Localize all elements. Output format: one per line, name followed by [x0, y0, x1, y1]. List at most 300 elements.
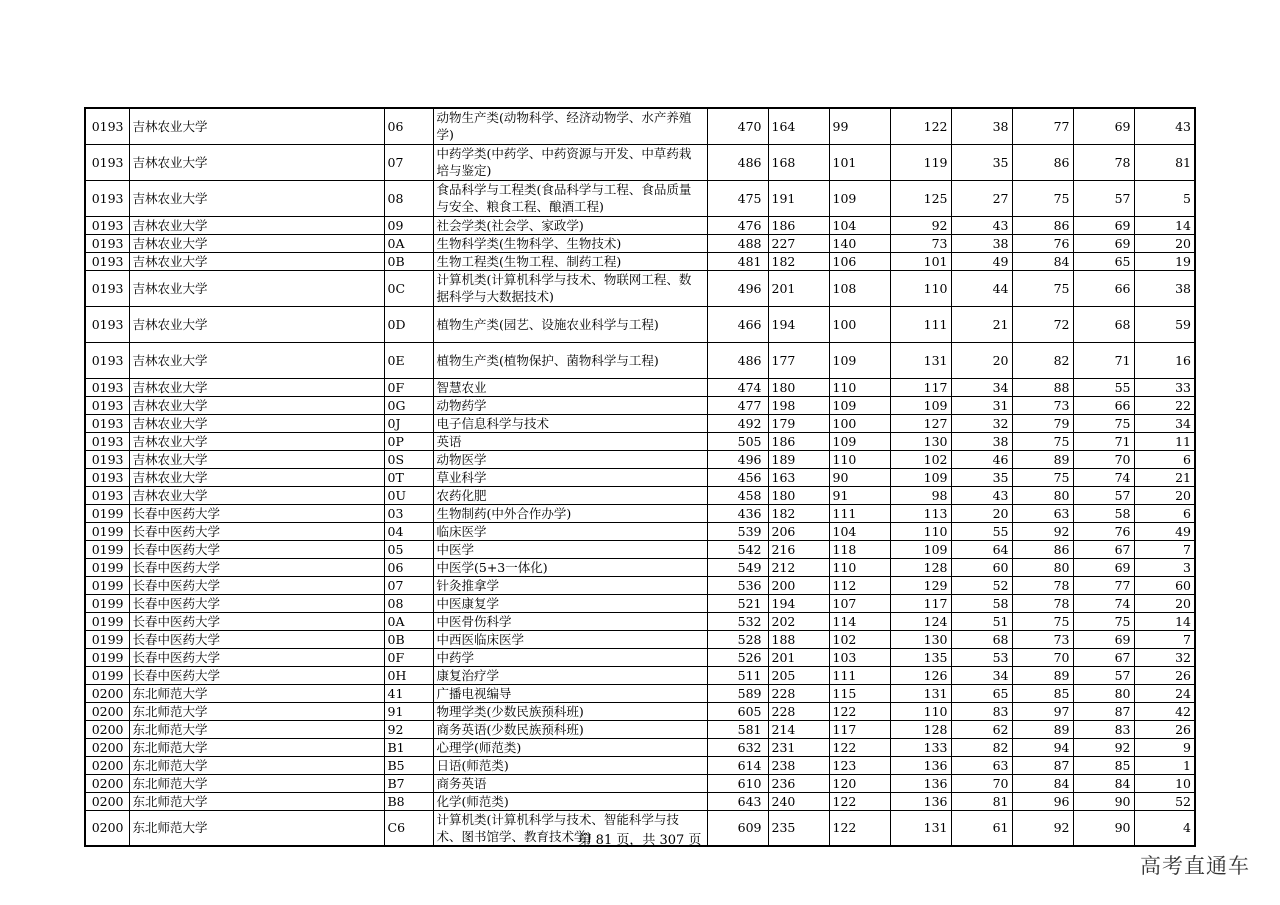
score-col-8-cell: 9	[1134, 738, 1195, 756]
total-score-cell: 496	[707, 270, 768, 306]
score-col-4-cell: 136	[890, 774, 951, 792]
score-col-7-cell: 78	[1073, 144, 1134, 180]
major-name-cell: 动物药学	[433, 396, 707, 414]
page-number: 第 81 页，共 307 页	[578, 833, 702, 848]
total-score-cell: 542	[707, 540, 768, 558]
major-name-cell: 英语	[433, 432, 707, 450]
university-code-cell: 0193	[85, 378, 129, 396]
table-row	[85, 684, 1195, 702]
score-col-3-cell: 118	[829, 540, 890, 558]
university-name-cell: 吉林农业大学	[129, 432, 384, 450]
total-score-cell: 539	[707, 522, 768, 540]
table-row	[85, 108, 1195, 144]
total-score-cell: 488	[707, 234, 768, 252]
total-score-cell: 505	[707, 432, 768, 450]
score-col-8-cell: 42	[1134, 702, 1195, 720]
university-code-cell: 0199	[85, 594, 129, 612]
score-col-7-cell: 66	[1073, 396, 1134, 414]
major-code-cell: 0D	[384, 306, 433, 342]
score-col-6-cell: 89	[1012, 666, 1073, 684]
score-col-5-cell: 32	[951, 414, 1012, 432]
score-table-body	[85, 108, 1195, 846]
score-col-4-cell: 109	[890, 396, 951, 414]
score-col-3-cell: 106	[829, 252, 890, 270]
score-col-2-cell: 164	[768, 108, 829, 144]
score-col-2-cell: 212	[768, 558, 829, 576]
table-row	[85, 558, 1195, 576]
score-col-5-cell: 20	[951, 504, 1012, 522]
major-name-cell: 临床医学	[433, 522, 707, 540]
score-col-4-cell: 125	[890, 180, 951, 216]
score-col-6-cell: 84	[1012, 252, 1073, 270]
university-name-cell: 吉林农业大学	[129, 342, 384, 378]
total-score-cell: 474	[707, 378, 768, 396]
university-code-cell: 0193	[85, 342, 129, 378]
total-score-cell: 532	[707, 612, 768, 630]
score-col-7-cell: 55	[1073, 378, 1134, 396]
university-code-cell: 0193	[85, 450, 129, 468]
major-code-cell: 0C	[384, 270, 433, 306]
total-score-cell: 486	[707, 144, 768, 180]
score-col-2-cell: 194	[768, 594, 829, 612]
university-name-cell: 东北师范大学	[129, 720, 384, 738]
score-col-4-cell: 110	[890, 522, 951, 540]
major-code-cell: 09	[384, 216, 433, 234]
total-score-cell: 521	[707, 594, 768, 612]
university-code-cell: 0193	[85, 234, 129, 252]
major-code-cell: 0T	[384, 468, 433, 486]
major-code-cell: 0F	[384, 378, 433, 396]
major-name-cell: 生物制药(中外合作办学)	[433, 504, 707, 522]
table-row	[85, 378, 1195, 396]
score-col-6-cell: 63	[1012, 504, 1073, 522]
major-name-cell: 中医学	[433, 540, 707, 558]
university-name-cell: 吉林农业大学	[129, 414, 384, 432]
table-row	[85, 540, 1195, 558]
table-row	[85, 576, 1195, 594]
score-col-2-cell: 182	[768, 252, 829, 270]
score-col-4-cell: 135	[890, 648, 951, 666]
table-row	[85, 756, 1195, 774]
score-col-6-cell: 92	[1012, 522, 1073, 540]
score-col-4-cell: 130	[890, 432, 951, 450]
total-score-cell: 536	[707, 576, 768, 594]
university-code-cell: 0193	[85, 180, 129, 216]
major-code-cell: 06	[384, 108, 433, 144]
total-score-cell: 481	[707, 252, 768, 270]
score-col-8-cell: 7	[1134, 630, 1195, 648]
score-col-7-cell: 67	[1073, 648, 1134, 666]
major-code-cell: 07	[384, 576, 433, 594]
score-col-7-cell: 80	[1073, 684, 1134, 702]
score-col-3-cell: 115	[829, 684, 890, 702]
major-code-cell: 92	[384, 720, 433, 738]
total-score-cell: 458	[707, 486, 768, 504]
university-code-cell: 0193	[85, 414, 129, 432]
university-code-cell: 0193	[85, 468, 129, 486]
score-col-7-cell: 77	[1073, 576, 1134, 594]
score-col-7-cell: 69	[1073, 234, 1134, 252]
score-col-8-cell: 24	[1134, 684, 1195, 702]
university-name-cell: 吉林农业大学	[129, 252, 384, 270]
score-col-8-cell: 1	[1134, 756, 1195, 774]
university-name-cell: 吉林农业大学	[129, 108, 384, 144]
score-col-5-cell: 53	[951, 648, 1012, 666]
major-code-cell: B7	[384, 774, 433, 792]
score-col-5-cell: 62	[951, 720, 1012, 738]
score-col-7-cell: 58	[1073, 504, 1134, 522]
score-col-3-cell: 123	[829, 756, 890, 774]
score-col-3-cell: 140	[829, 234, 890, 252]
university-name-cell: 长春中医药大学	[129, 630, 384, 648]
score-col-6-cell: 75	[1012, 432, 1073, 450]
table-row	[85, 720, 1195, 738]
university-name-cell: 吉林农业大学	[129, 216, 384, 234]
table-row	[85, 522, 1195, 540]
table-row	[85, 612, 1195, 630]
score-col-6-cell: 77	[1012, 108, 1073, 144]
score-col-8-cell: 32	[1134, 648, 1195, 666]
university-name-cell: 东北师范大学	[129, 738, 384, 756]
score-col-6-cell: 88	[1012, 378, 1073, 396]
score-col-7-cell: 71	[1073, 432, 1134, 450]
major-name-cell: 智慧农业	[433, 378, 707, 396]
major-code-cell: 07	[384, 144, 433, 180]
score-col-2-cell: 228	[768, 702, 829, 720]
score-col-4-cell: 131	[890, 684, 951, 702]
total-score-cell: 476	[707, 216, 768, 234]
score-col-2-cell: 227	[768, 234, 829, 252]
score-col-5-cell: 20	[951, 342, 1012, 378]
score-col-8-cell: 26	[1134, 720, 1195, 738]
score-col-7-cell: 84	[1073, 774, 1134, 792]
score-col-2-cell: 191	[768, 180, 829, 216]
score-col-6-cell: 89	[1012, 450, 1073, 468]
score-col-3-cell: 100	[829, 414, 890, 432]
score-col-7-cell: 74	[1073, 468, 1134, 486]
score-col-6-cell: 85	[1012, 684, 1073, 702]
major-code-cell: B1	[384, 738, 433, 756]
score-col-6-cell: 78	[1012, 594, 1073, 612]
major-name-cell: 生物工程类(生物工程、制药工程)	[433, 252, 707, 270]
major-code-cell: B5	[384, 756, 433, 774]
score-col-3-cell: 110	[829, 378, 890, 396]
table-row	[85, 396, 1195, 414]
score-col-2-cell: 238	[768, 756, 829, 774]
university-name-cell: 吉林农业大学	[129, 144, 384, 180]
university-name-cell: 长春中医药大学	[129, 558, 384, 576]
score-col-2-cell: 240	[768, 792, 829, 810]
major-code-cell: 0G	[384, 396, 433, 414]
major-code-cell: 0B	[384, 252, 433, 270]
university-name-cell: 吉林农业大学	[129, 270, 384, 306]
university-code-cell: 0193	[85, 306, 129, 342]
score-col-8-cell: 6	[1134, 450, 1195, 468]
major-name-cell: 农药化肥	[433, 486, 707, 504]
score-col-5-cell: 46	[951, 450, 1012, 468]
score-col-6-cell: 79	[1012, 414, 1073, 432]
score-col-6-cell: 76	[1012, 234, 1073, 252]
total-score-cell: 549	[707, 558, 768, 576]
score-col-8-cell: 20	[1134, 486, 1195, 504]
major-code-cell: 08	[384, 594, 433, 612]
major-code-cell: 0B	[384, 630, 433, 648]
university-name-cell: 长春中医药大学	[129, 576, 384, 594]
score-col-7-cell: 83	[1073, 720, 1134, 738]
university-name-cell: 长春中医药大学	[129, 666, 384, 684]
total-score-cell: 581	[707, 720, 768, 738]
table-row	[85, 738, 1195, 756]
score-col-8-cell: 14	[1134, 216, 1195, 234]
score-col-2-cell: 186	[768, 216, 829, 234]
score-col-5-cell: 43	[951, 486, 1012, 504]
total-score-cell: 477	[707, 396, 768, 414]
score-col-4-cell: 133	[890, 738, 951, 756]
total-score-cell: 610	[707, 774, 768, 792]
score-col-7-cell: 92	[1073, 738, 1134, 756]
table-row	[85, 666, 1195, 684]
score-col-5-cell: 60	[951, 558, 1012, 576]
score-col-3-cell: 109	[829, 396, 890, 414]
table-row	[85, 216, 1195, 234]
score-col-8-cell: 11	[1134, 432, 1195, 450]
score-col-6-cell: 75	[1012, 180, 1073, 216]
university-name-cell: 东北师范大学	[129, 702, 384, 720]
score-col-4-cell: 128	[890, 720, 951, 738]
university-name-cell: 东北师范大学	[129, 792, 384, 810]
score-col-4-cell: 111	[890, 306, 951, 342]
major-code-cell: C6	[384, 810, 433, 846]
score-col-7-cell: 68	[1073, 306, 1134, 342]
score-col-8-cell: 59	[1134, 306, 1195, 342]
score-col-5-cell: 64	[951, 540, 1012, 558]
total-score-cell: 528	[707, 630, 768, 648]
university-code-cell: 0199	[85, 558, 129, 576]
score-col-4-cell: 110	[890, 702, 951, 720]
table-row	[85, 252, 1195, 270]
table-row	[85, 270, 1195, 306]
table-row	[85, 468, 1195, 486]
major-name-cell: 商务英语(少数民族预科班)	[433, 720, 707, 738]
score-col-3-cell: 122	[829, 792, 890, 810]
major-code-cell: 0J	[384, 414, 433, 432]
major-code-cell: 0E	[384, 342, 433, 378]
score-col-6-cell: 73	[1012, 630, 1073, 648]
score-col-3-cell: 110	[829, 450, 890, 468]
table-row	[85, 792, 1195, 810]
score-col-6-cell: 80	[1012, 558, 1073, 576]
score-col-3-cell: 110	[829, 558, 890, 576]
score-col-3-cell: 104	[829, 216, 890, 234]
score-col-4-cell: 109	[890, 540, 951, 558]
score-col-4-cell: 101	[890, 252, 951, 270]
university-name-cell: 长春中医药大学	[129, 540, 384, 558]
total-score-cell: 492	[707, 414, 768, 432]
major-name-cell: 社会学类(社会学、家政学)	[433, 216, 707, 234]
major-name-cell: 生物科学类(生物科学、生物技术)	[433, 234, 707, 252]
major-name-cell: 康复治疗学	[433, 666, 707, 684]
university-name-cell: 吉林农业大学	[129, 468, 384, 486]
score-col-4-cell: 92	[890, 216, 951, 234]
university-code-cell: 0199	[85, 504, 129, 522]
major-name-cell: 商务英语	[433, 774, 707, 792]
score-col-3-cell: 91	[829, 486, 890, 504]
major-name-cell: 化学(师范类)	[433, 792, 707, 810]
major-code-cell: 0S	[384, 450, 433, 468]
score-col-4-cell: 119	[890, 144, 951, 180]
score-col-6-cell: 86	[1012, 216, 1073, 234]
score-col-6-cell: 72	[1012, 306, 1073, 342]
major-code-cell: 0H	[384, 666, 433, 684]
score-col-6-cell: 70	[1012, 648, 1073, 666]
score-col-6-cell: 75	[1012, 270, 1073, 306]
table-row	[85, 648, 1195, 666]
score-col-8-cell: 10	[1134, 774, 1195, 792]
score-col-7-cell: 67	[1073, 540, 1134, 558]
score-col-8-cell: 33	[1134, 378, 1195, 396]
score-col-5-cell: 38	[951, 234, 1012, 252]
score-col-2-cell: 235	[768, 810, 829, 846]
score-col-4-cell: 129	[890, 576, 951, 594]
score-col-4-cell: 117	[890, 378, 951, 396]
score-col-2-cell: 231	[768, 738, 829, 756]
score-col-2-cell: 168	[768, 144, 829, 180]
university-code-cell: 0200	[85, 720, 129, 738]
score-col-2-cell: 186	[768, 432, 829, 450]
table-row	[85, 414, 1195, 432]
table-row	[85, 432, 1195, 450]
university-name-cell: 东北师范大学	[129, 684, 384, 702]
table-row	[85, 702, 1195, 720]
score-col-5-cell: 38	[951, 108, 1012, 144]
university-name-cell: 长春中医药大学	[129, 612, 384, 630]
score-col-3-cell: 109	[829, 180, 890, 216]
score-col-7-cell: 66	[1073, 270, 1134, 306]
university-name-cell: 长春中医药大学	[129, 648, 384, 666]
university-name-cell: 吉林农业大学	[129, 306, 384, 342]
total-score-cell: 436	[707, 504, 768, 522]
score-col-2-cell: 205	[768, 666, 829, 684]
major-name-cell: 计算机类(计算机科学与技术、智能科学与技术、图书馆学、教育技术学)	[433, 810, 707, 846]
major-name-cell: 食品科学与工程类(食品科学与工程、食品质量与安全、粮食工程、酿酒工程)	[433, 180, 707, 216]
score-col-3-cell: 101	[829, 144, 890, 180]
total-score-cell: 614	[707, 756, 768, 774]
university-name-cell: 长春中医药大学	[129, 504, 384, 522]
major-name-cell: 植物生产类(园艺、设施农业科学与工程)	[433, 306, 707, 342]
total-score-cell: 475	[707, 180, 768, 216]
score-col-2-cell: 177	[768, 342, 829, 378]
score-col-4-cell: 117	[890, 594, 951, 612]
university-code-cell: 0200	[85, 738, 129, 756]
score-col-2-cell: 228	[768, 684, 829, 702]
major-name-cell: 动物医学	[433, 450, 707, 468]
score-col-2-cell: 206	[768, 522, 829, 540]
score-col-2-cell: 188	[768, 630, 829, 648]
score-col-7-cell: 71	[1073, 342, 1134, 378]
score-col-2-cell: 180	[768, 486, 829, 504]
university-name-cell: 吉林农业大学	[129, 378, 384, 396]
score-col-8-cell: 20	[1134, 234, 1195, 252]
major-name-cell: 中医学(5+3一体化)	[433, 558, 707, 576]
university-name-cell: 吉林农业大学	[129, 450, 384, 468]
university-code-cell: 0199	[85, 612, 129, 630]
score-col-8-cell: 3	[1134, 558, 1195, 576]
score-col-8-cell: 34	[1134, 414, 1195, 432]
major-name-cell: 中医骨伤科学	[433, 612, 707, 630]
score-col-4-cell: 113	[890, 504, 951, 522]
score-col-6-cell: 78	[1012, 576, 1073, 594]
major-name-cell: 草业科学	[433, 468, 707, 486]
score-col-6-cell: 75	[1012, 612, 1073, 630]
score-col-3-cell: 117	[829, 720, 890, 738]
major-code-cell: 04	[384, 522, 433, 540]
score-col-8-cell: 20	[1134, 594, 1195, 612]
score-col-2-cell: 236	[768, 774, 829, 792]
score-col-8-cell: 19	[1134, 252, 1195, 270]
score-col-5-cell: 61	[951, 810, 1012, 846]
university-code-cell: 0200	[85, 756, 129, 774]
university-code-cell: 0200	[85, 774, 129, 792]
table-row	[85, 180, 1195, 216]
score-col-2-cell: 198	[768, 396, 829, 414]
score-col-7-cell: 74	[1073, 594, 1134, 612]
score-col-5-cell: 31	[951, 396, 1012, 414]
total-score-cell: 496	[707, 450, 768, 468]
score-col-4-cell: 130	[890, 630, 951, 648]
university-name-cell: 东北师范大学	[129, 774, 384, 792]
total-score-cell: 643	[707, 792, 768, 810]
score-col-6-cell: 92	[1012, 810, 1073, 846]
table-row	[85, 630, 1195, 648]
score-col-5-cell: 55	[951, 522, 1012, 540]
score-col-4-cell: 98	[890, 486, 951, 504]
score-col-8-cell: 14	[1134, 612, 1195, 630]
total-score-cell: 486	[707, 342, 768, 378]
score-col-5-cell: 35	[951, 468, 1012, 486]
major-name-cell: 心理学(师范类)	[433, 738, 707, 756]
university-code-cell: 0193	[85, 270, 129, 306]
score-col-2-cell: 201	[768, 648, 829, 666]
score-col-4-cell: 110	[890, 270, 951, 306]
score-col-7-cell: 90	[1073, 810, 1134, 846]
major-code-cell: 0F	[384, 648, 433, 666]
major-name-cell: 中药学	[433, 648, 707, 666]
major-name-cell: 中药学类(中药学、中药资源与开发、中草药栽培与鉴定)	[433, 144, 707, 180]
score-col-8-cell: 4	[1134, 810, 1195, 846]
score-col-7-cell: 87	[1073, 702, 1134, 720]
score-col-6-cell: 84	[1012, 774, 1073, 792]
table-row	[85, 594, 1195, 612]
score-col-8-cell: 43	[1134, 108, 1195, 144]
watermark-logo: 高考直通车	[1140, 854, 1250, 878]
score-col-5-cell: 51	[951, 612, 1012, 630]
major-code-cell: B8	[384, 792, 433, 810]
score-col-8-cell: 7	[1134, 540, 1195, 558]
score-col-3-cell: 122	[829, 810, 890, 846]
score-col-6-cell: 75	[1012, 468, 1073, 486]
score-col-5-cell: 34	[951, 666, 1012, 684]
major-code-cell: 08	[384, 180, 433, 216]
major-code-cell: 91	[384, 702, 433, 720]
university-name-cell: 吉林农业大学	[129, 396, 384, 414]
score-col-6-cell: 86	[1012, 540, 1073, 558]
university-code-cell: 0199	[85, 576, 129, 594]
score-col-2-cell: 182	[768, 504, 829, 522]
university-code-cell: 0193	[85, 144, 129, 180]
university-code-cell: 0199	[85, 648, 129, 666]
score-col-7-cell: 57	[1073, 486, 1134, 504]
score-table	[84, 107, 1196, 847]
